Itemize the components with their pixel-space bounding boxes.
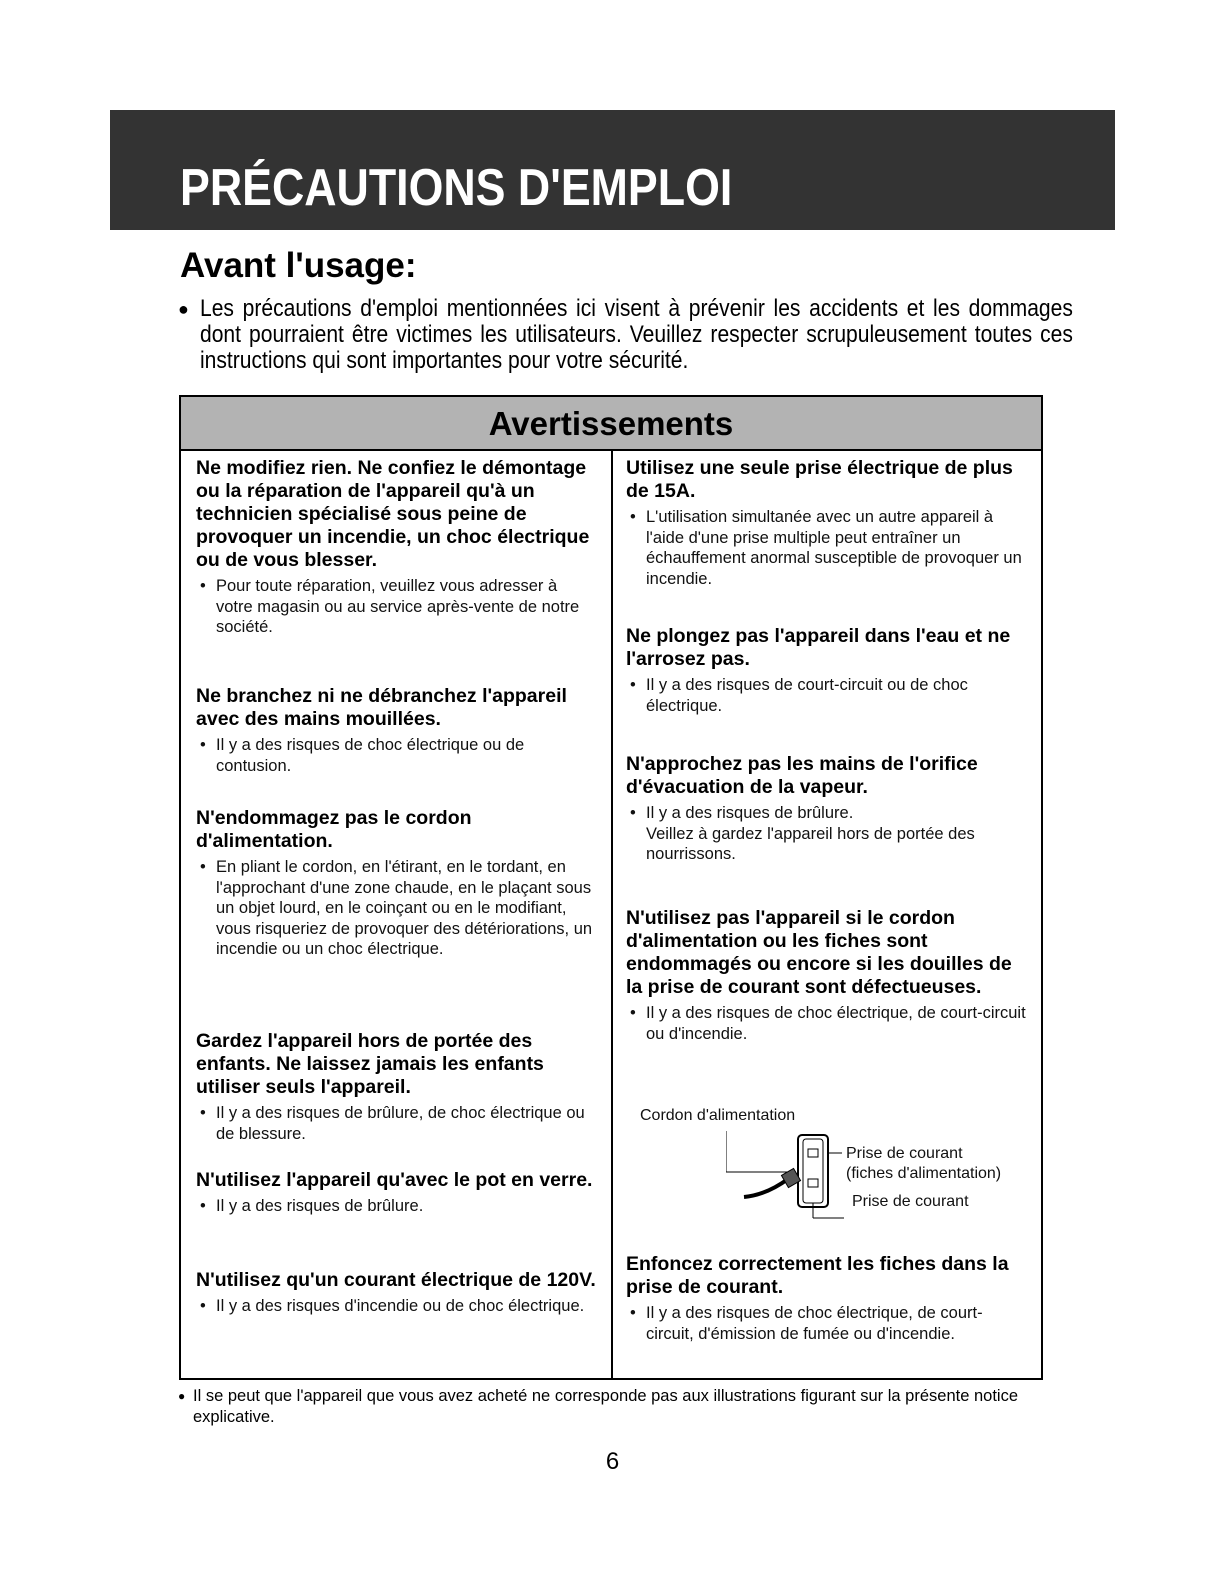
warnings-title: Avertissements xyxy=(488,405,734,442)
warning-title: N'utilisez qu'un courant électrique de 120V. xyxy=(196,1269,596,1291)
footnote-text: Il se peut que l'appareil que vous avez acheté ne corresponde pas aux illustrations figurant sur la présente notice explicative. xyxy=(193,1387,1018,1426)
warning-note: Veillez à gardez l'appareil hors de portée des nourrissons. xyxy=(646,824,975,863)
warning-item xyxy=(196,1169,596,1217)
warning-bullet: • Il y a des risques de court-circuit ou de choc électrique. xyxy=(626,675,1026,716)
warning-bullet: • Il y a des risques de choc électrique ou de contusion. xyxy=(196,735,596,776)
cord-label: Cordon d'alimentation xyxy=(640,1107,796,1124)
warning-bullets xyxy=(626,1003,1026,1044)
warning-item xyxy=(196,1269,596,1317)
column-divider xyxy=(611,451,613,1378)
warning-bullet: • Il y a des risques de brûlure. xyxy=(626,803,1026,824)
warning-bullets xyxy=(196,1196,596,1217)
warning-bullets xyxy=(196,857,596,960)
intro-paragraph xyxy=(178,296,1083,374)
warning-title: Ne plongez pas l'appareil dans l'eau et ne l'arrosez pas. xyxy=(626,625,1011,670)
warning-bullet: • Il y a des risques de brûlure, de choc électrique ou de blessure. xyxy=(196,1103,596,1144)
page-title: PRÉCAUTIONS D'EMPLOI xyxy=(180,159,733,217)
warning-title: N'utilisez l'appareil qu'avec le pot en verre. xyxy=(196,1169,593,1191)
warning-bullet: • En pliant le cordon, en l'étirant, en le tordant, en l'approchant d'une zone chaude, en le plaçant sous un objet lourd, en le coinçant ou en le modifiant, vous risqueriez de provoquer des détériorations, un incendie ou un choc électrique. xyxy=(196,857,596,960)
warning-bullets xyxy=(626,1303,1026,1344)
warnings-title-bar xyxy=(181,397,1041,451)
warning-bullets xyxy=(626,675,1026,716)
warning-item xyxy=(196,807,596,960)
warning-title: Ne branchez ni ne débranchez l'appareil avec des mains mouillées. xyxy=(196,685,567,730)
plug-sublabel: (fiches d'alimentation) xyxy=(846,1165,1002,1182)
warning-item xyxy=(196,685,596,776)
warning-bullets xyxy=(626,803,1026,865)
warning-title: Utilisez une seule prise électrique de plus de 15A. xyxy=(626,457,1013,502)
header-bar xyxy=(110,110,1115,230)
warning-bullet: • L'utilisation simultanée avec un autre appareil à l'aide d'une prise multiple peut entraîner un échauffement anormal susceptible de provoquer un incendie. xyxy=(626,507,1026,589)
bullet-icon: ● xyxy=(178,1389,186,1403)
warning-item xyxy=(196,457,596,638)
warning-title: N'endommagez pas le cordon d'alimentation. xyxy=(196,807,472,852)
warning-title: Gardez l'appareil hors de portée des enfants. Ne laissez jamais les enfants utiliser seuls l'appareil. xyxy=(196,1030,544,1098)
warning-bullet: • Il y a des risques d'incendie ou de choc électrique. xyxy=(196,1296,596,1317)
warning-title: N'approchez pas les mains de l'orifice d'évacuation de la vapeur. xyxy=(626,753,978,798)
warning-item xyxy=(626,1253,1026,1344)
warning-item xyxy=(626,753,1026,865)
warning-bullet: • Il y a des risques de choc électrique, de court-circuit, d'émission de fumée ou d'incendie. xyxy=(626,1303,1026,1344)
bullet-icon: ● xyxy=(178,299,189,319)
section-heading: Avant l'usage: xyxy=(180,246,417,285)
plug-outlet-diagram xyxy=(626,1107,1046,1217)
warning-bullets xyxy=(196,735,596,776)
intro-text: Les précautions d'emploi mentionnées ici visent à prévenir les accidents et les dommages dont pourraient être victimes les utilisateurs. Veuillez respecter scrupuleusement toutes ces instructions qui sont importantes pour votre sécurité. xyxy=(200,295,1073,374)
warning-item xyxy=(626,457,1026,589)
warning-title: Enfoncez correctement les fiches dans la prise de courant. xyxy=(626,1253,1009,1298)
warnings-box xyxy=(179,395,1043,1380)
warning-bullet: • Pour toute réparation, veuillez vous adresser à votre magasin ou au service après-vente de notre société. xyxy=(196,576,596,638)
warning-title: Ne modifiez rien. Ne confiez le démontage ou la réparation de l'appareil qu'à un technicien spécialisé sous peine de provoquer un incendie, un choc électrique ou de vous blesser. xyxy=(196,457,590,571)
warning-bullet: • Il y a des risques de brûlure. xyxy=(196,1196,596,1217)
page-number: 6 xyxy=(605,1448,620,1475)
footnote xyxy=(178,1386,1058,1427)
warning-item xyxy=(626,625,1026,716)
warning-item xyxy=(196,1030,596,1144)
warning-bullets xyxy=(196,1103,596,1144)
warning-bullet: • Il y a des risques de choc électrique, de court-circuit ou d'incendie. xyxy=(626,1003,1026,1044)
warning-bullets xyxy=(196,576,596,638)
outlet-label: Prise de courant xyxy=(852,1193,969,1210)
warning-item xyxy=(626,907,1026,1044)
warning-bullets xyxy=(196,1296,596,1317)
plug-label: Prise de courant xyxy=(846,1145,963,1162)
warning-bullets xyxy=(626,507,1026,589)
warning-title: N'utilisez pas l'appareil si le cordon d'alimentation ou les fiches sont endommagés ou encore si les douilles de la prise de courant sont défectueuses. xyxy=(626,907,1012,998)
